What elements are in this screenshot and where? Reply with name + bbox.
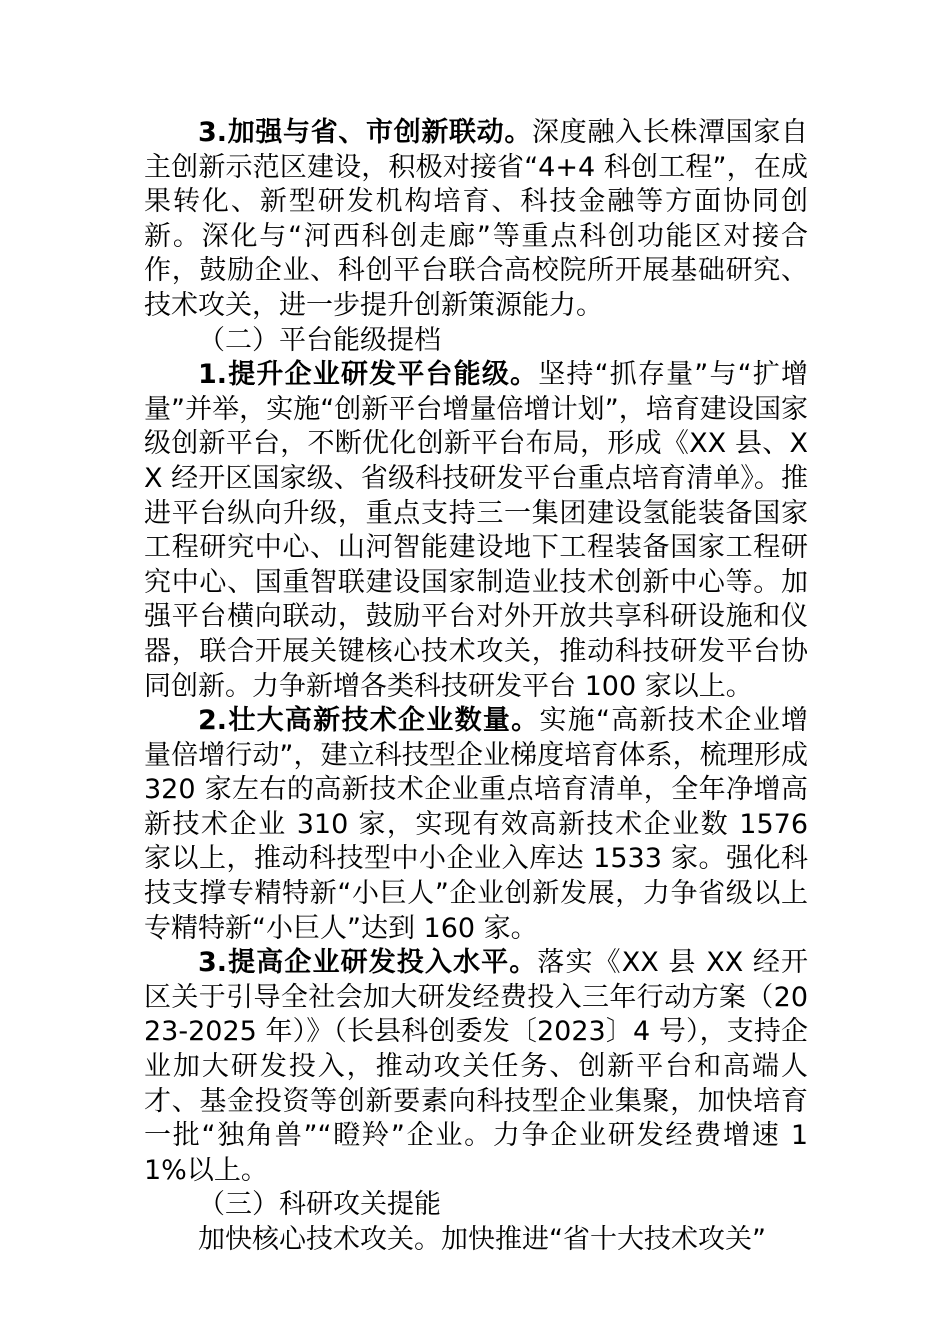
paragraph-text: 深度融入长株潭国家自主创新示范区建设，积极对接省“4+4 科创工程”，在成果转化、新型研发机构培育、科技金融等方面协同创新。深化与“河西科创走廊”等重点科创功能区对接合作，鼓励企业、科创平台联合高校院所开展基础研究、技术攻关，进一步提升创新策源能力。 — [144, 117, 809, 321]
paragraph-text: 实施“高新技术企业增量倍增行动”，建立科技型企业梯度培育体系，梳理形成 320 家左右的高新技术企业重点培育清单，全年净增高新技术企业 310 家，实现有效高新技术企业数 1576 家以上，推动科技型中小企业入库达 1533 家。强化科技支撑专精特新“小巨人”企业创新发展，力争省级以上专精特新“小巨人”达到 160 家。 — [144, 705, 808, 944]
paragraph-lead: 3.加强与省、市创新联动。 — [198, 117, 533, 148]
section-heading-text: （三）科研攻关提能 — [198, 1189, 441, 1221]
paragraph-province-city-linkage — [144, 116, 808, 324]
section-heading-text: （二）平台能级提档 — [198, 324, 441, 356]
paragraph-lead: 3.提高企业研发投入水平。 — [198, 947, 538, 979]
paragraph-text: 加快核心技术攻关。加快推进“省十大技术攻关” — [198, 1224, 766, 1255]
paragraph-lead: 1.提升企业研发平台能级。 — [198, 359, 539, 391]
paragraph-rd-platform — [144, 358, 808, 704]
paragraph-text: 坚持“抓存量”与“扩增量”并举，实施“创新平台增量倍增计划”，培育建设国家级创新平台，不断优化创新平台布局，形成《XX 县、XX 经开区国家级、省级科技研发平台重点培育清单》。推进平台纵向升级，重点支持三一集团建设氢能装备国家工程研究中心、山河智能建设地下工程装备国家工程研究中心、国重智联建设国家制造业技术创新中心等。加强平台横向联动，鼓励平台对外开放共享科研设施和仪器，联合开展关键核心技术攻关，推动科技研发平台协同创新。力争新增各类科技研发平台 100 家以上。 — [144, 359, 808, 702]
paragraph-rd-investment — [144, 946, 808, 1188]
paragraph-high-tech-enterprises — [144, 704, 808, 946]
paragraph-text: 落实《XX 县 XX 经开区关于引导全社会加大研发经费投入三年行动方案（2023-2025 年）》（长县科创委发〔2023〕4 号），支持企业加大研发投入，推动攻关任务、创新平台和高端人才、基金投资等创新要素向科技型企业集聚，加快培育一批“独角兽”“瞪羚”企业。力争企业研发经费增速 11%以上。 — [144, 947, 808, 1186]
document-body — [144, 116, 808, 1258]
paragraph-core-tech — [144, 1223, 808, 1258]
section-heading-platform — [144, 324, 808, 359]
paragraph-lead: 2.壮大高新技术企业数量。 — [198, 705, 540, 737]
section-heading-research — [144, 1188, 808, 1223]
